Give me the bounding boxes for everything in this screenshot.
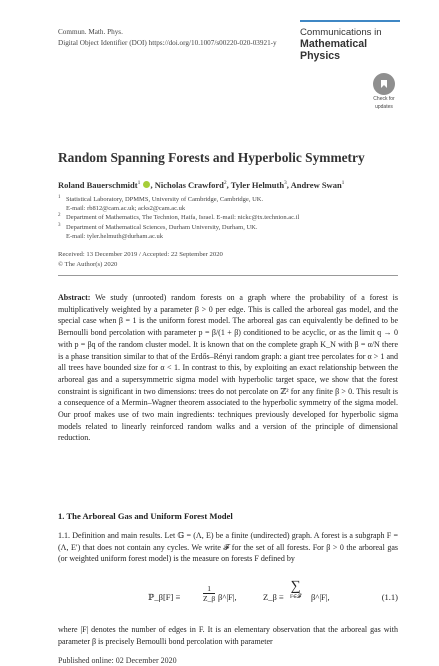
author-name: Nicholas Crawford [154, 180, 224, 190]
crossmark-label-1: Check for [373, 96, 395, 102]
abstract-text: We study (unrooted) random forests on a graph where the probability of a forest is multiplicatively weighted by a parameter β > 0 per edge. This is called the arboreal gas model, and the special case when β = 1 is the uniform forest model. The arboreal gas can equivalently be defined to be Bernoulli bond percolation with parameter p = β/(1 + β) conditioned to be acyclic, or as the limit q → 0 with p = βq of the random cluster model. It is known that on the complete graph K_N with β = α/N there is a phase transition similar to that of the Erdős–Rényi random graph: a giant tree percolates for α > 1 and all trees have bounded size for α < 1. In contrast to this, by exploiting an exact relationship between the arboreal gas and a supersymmetric sigma model with hyperbolic target space, we show that the forest constraint is significant in two dimensions: trees do not percolate on ℤ² for any finite β > 0. This result is a consequence of a Mermin–Wagner theorem associated to the hyperbolic symmetry of the sigma model. Our proof makes use of two main ingredients: techniques previously developed for hyperbolic sigma models related to linearly reinforced random walks and a version of the principle of dimensional reduction. [58, 293, 398, 443]
affiliation-item [58, 223, 388, 241]
journal-line2: Mathematical [300, 38, 368, 50]
affiliation-line: Department of Mathematical Sciences, Durham University, Durham, UK. [66, 223, 258, 231]
author-list: Roland Bauerschmidt$^1$ , Nicholas Crawford$^2$, Tyler Helmuth$^3$, Andrew Swan$^1$ [58, 180, 345, 190]
affiliation-item [58, 195, 388, 213]
affiliation-item [58, 213, 388, 222]
journal-abbrev: Commun. Math. Phys. [58, 28, 123, 36]
abstract-label: Abstract: [58, 293, 91, 302]
equation-sum [290, 579, 302, 602]
crossmark-icon [373, 73, 395, 95]
author-affil-ref: 1 [137, 180, 141, 187]
orcid-icon[interactable] [143, 181, 150, 188]
sum-subscript: F∈𝓕 [290, 594, 302, 600]
header-left [58, 27, 277, 49]
equation-power: β^|F|, [218, 592, 237, 602]
affiliation-line: Department of Mathematics, The Technion, Haifa, Israel. E-mail: nickc@tx.technion.ac.il [66, 214, 300, 222]
affiliations [58, 195, 388, 241]
equation-lhs: ℙ_β[F] ≡ [148, 592, 181, 602]
equation-partition: Z_β ≡ [263, 592, 284, 602]
doi-line[interactable]: Digital Object Identifier (DOI) https://doi.org/10.1007/s00220-020-03921-y [58, 39, 277, 47]
affiliation-number: 2 [58, 213, 61, 219]
author-affil-ref: 3 [284, 180, 287, 187]
fraction-denominator: Z_β [203, 594, 216, 603]
section-heading: 1. The Arboreal Gas and Uniform Forest Model [58, 511, 233, 521]
affiliation-email[interactable]: E-mail: rb812@cam.ac.uk; acks2@cam.ac.uk [66, 205, 186, 213]
author-name: Roland Bauerschmidt [58, 180, 138, 190]
equation-1-1 [58, 579, 398, 612]
equation-fraction [203, 584, 215, 603]
body-paragraph: 1.1. Definition and main results. Let 𝔾 = (Λ, E) be a finite (undirected) graph. A forest is a subgraph F = (Λ, E′) that does not contain any cycles. We write 𝓕 for the set of all forests. For β > 0 the arboreal gas (or weighted uniform forest model) is the measure on forests F defined by [58, 531, 398, 564]
paper-title: Random Spanning Forests and Hyperbolic Symmetry [58, 150, 365, 165]
author-affil-ref: 1 [341, 180, 345, 187]
affiliation-line: Statistical Laboratory, DPMMS, University of Cambridge, Cambridge, UK. [66, 196, 264, 203]
journal-logo [300, 20, 400, 62]
affiliation-email[interactable]: E-mail: tyler.helmuth@durham.ac.uk [66, 232, 163, 240]
equation-power-2: β^|F|, [311, 592, 330, 602]
journal-line3: Physics [300, 50, 341, 62]
author-affil-ref: 2 [223, 180, 227, 187]
abstract [58, 292, 398, 444]
author-name: Andrew Swan [290, 180, 342, 190]
published-online: Published online: 02 December 2020 [58, 656, 177, 665]
body-paragraph: where |F| denotes the number of edges in F. It is an elementary observation that the arboreal gas with parameter β is precisely Bernoulli bond percolation with parameter [58, 625, 398, 646]
affiliation-number: 1 [58, 195, 61, 200]
affiliation-number: 3 [58, 222, 61, 228]
received-accepted: Received: 13 December 2019 / Accepted: 22 September 2020 [58, 251, 223, 258]
equation-number: (1.1) [381, 592, 398, 602]
dates-block [58, 250, 223, 269]
sum-symbol: ∑ [290, 579, 301, 594]
crossmark-label-2: updates [375, 103, 393, 110]
author-name: Tyler Helmuth [230, 180, 285, 190]
check-for-updates-badge[interactable] [372, 73, 396, 110]
journal-line1: Communications in [300, 27, 382, 38]
fraction-numerator: 1 [207, 584, 211, 593]
copyright: © The Author(s) 2020 [58, 260, 118, 268]
divider [58, 275, 398, 276]
